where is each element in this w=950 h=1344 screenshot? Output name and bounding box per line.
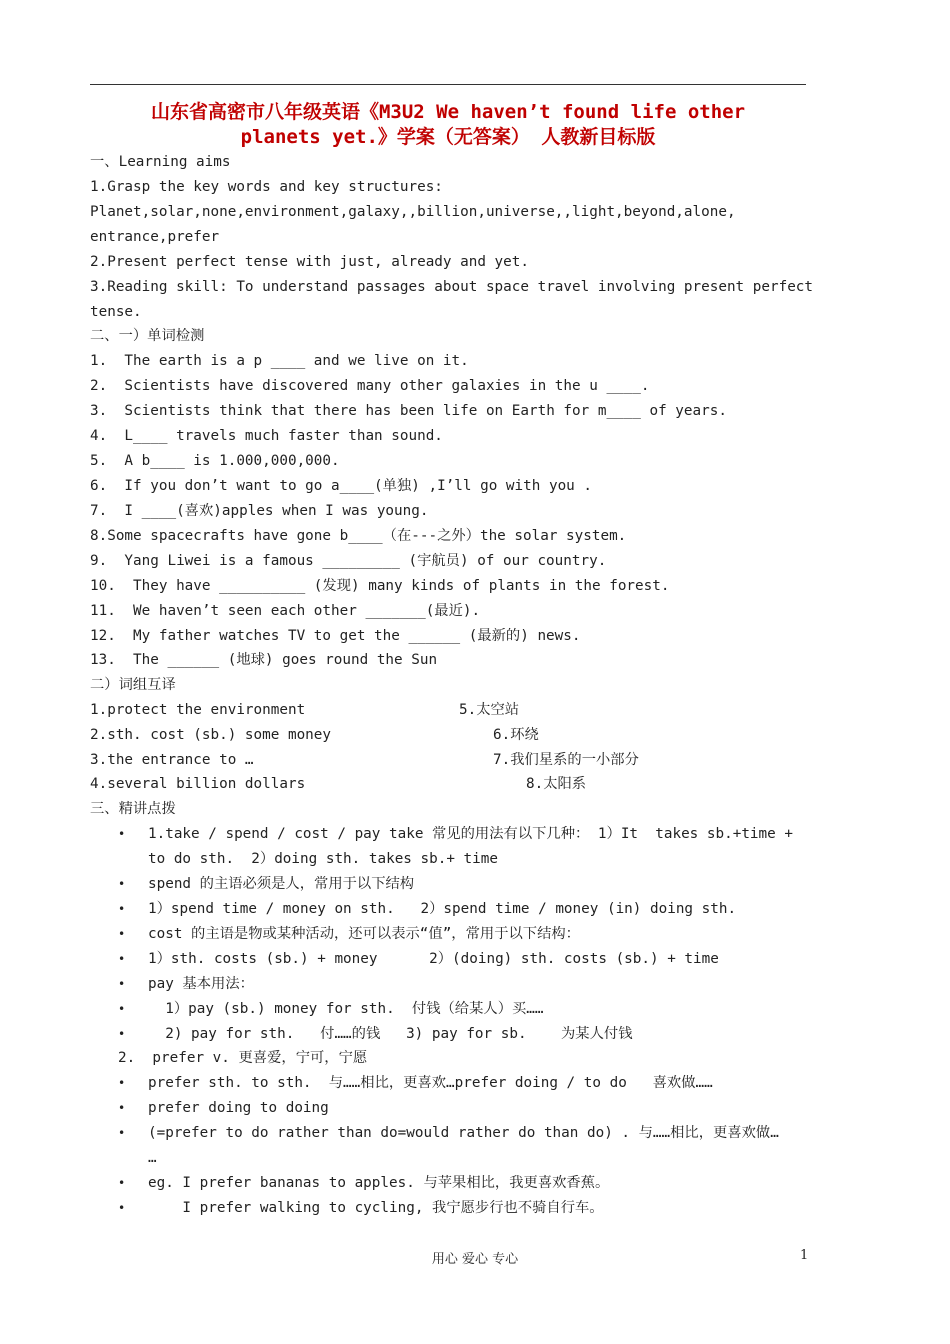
vocab-item: 10. They have __________ (发现) many kinds of plants in the forest. — [90, 578, 670, 594]
page-footer: 用心 爱心 专心 — [431, 1252, 519, 1267]
note-line: prefer sth. to sth. 与……相比，更喜欢…prefer doing / to do 喜欢做…… — [148, 1075, 713, 1091]
vocab-item: 3. Scientists think that there has been life on Earth for m____ of years. — [90, 403, 727, 419]
header-rule — [90, 84, 806, 85]
bullet-icon: • — [118, 902, 126, 916]
bullet-icon: • — [118, 1101, 126, 1115]
section-heading-notes: 三、精讲点拨 — [90, 801, 176, 817]
bullet-icon: • — [118, 827, 126, 841]
aims-item-2: 2.Present perfect tense with just, already and yet. — [90, 254, 529, 270]
bullet-icon: • — [118, 1027, 126, 1041]
note-line: cost 的主语是物或某种活动，还可以表示“值”，常用于以下结构： — [148, 926, 580, 942]
bullet-icon: • — [118, 1176, 126, 1190]
note-line: I prefer walking to cycling, 我宁愿步行也不骑自行车。 — [148, 1200, 604, 1216]
phrase-right: 5.太空站 — [459, 702, 520, 718]
vocab-item: 2. Scientists have discovered many other galaxies in the u ____. — [90, 378, 650, 394]
vocab-item: 13. The ______ (地球) goes round the Sun — [90, 652, 438, 668]
aims-words-line-2: entrance,prefer — [90, 229, 220, 245]
note-line: 1）pay (sb.) money for sth. 付钱（给某人）买…… — [148, 1001, 544, 1017]
phrase-right: 7.我们星系的一小部分 — [493, 752, 639, 768]
note-line: 1）sth. costs (sb.) + money 2）(doing) sth. costs (sb.) + time — [148, 951, 719, 967]
bullet-icon: • — [118, 1076, 126, 1090]
document-title-line-2: planets yet.》学案（无答案） 人教新目标版 — [240, 126, 656, 148]
section-heading-aims: 一、Learning aims — [90, 154, 231, 170]
bullet-icon: • — [118, 877, 126, 891]
vocab-item: 1. The earth is a p ____ and we live on it. — [90, 353, 469, 369]
note-line: prefer doing to doing — [148, 1100, 329, 1116]
bullet-icon: • — [118, 1201, 126, 1215]
vocab-item: 8.Some spacecrafts have gone b____（在---之外）the solar system. — [90, 528, 627, 544]
note-line: 1.take / spend / cost / pay take 常见的用法有以下几种： 1）It takes sb.+time + — [148, 826, 793, 842]
vocab-item: 4. L____ travels much faster than sound. — [90, 428, 443, 444]
document-title-line-1: 山东省高密市八年级英语《M3U2 We haven’t found life other — [150, 101, 746, 123]
note-line: pay 基本用法： — [148, 976, 254, 992]
note-heading-prefer: 2. prefer v. 更喜爱，宁可，宁愿 — [118, 1050, 368, 1066]
page-number: 1 — [800, 1248, 809, 1263]
vocab-item: 6. If you don’t want to go a____(单独) ,I’ll go with you . — [90, 478, 593, 494]
bullet-icon: • — [118, 927, 126, 941]
note-line: 1）spend time / money on sth. 2）spend time / money (in) doing sth. — [148, 901, 737, 917]
phrase-right: 6.环绕 — [493, 727, 539, 743]
phrase-left: 2.sth. cost (sb.) some money — [90, 727, 332, 743]
vocab-item: 12. My father watches TV to get the ______ (最新的) news. — [90, 628, 581, 644]
phrase-left: 3.the entrance to … — [90, 752, 254, 768]
section-heading-phrases: 二）词组互译 — [90, 677, 176, 693]
note-line: … — [148, 1150, 157, 1166]
aims-words-line-1: Planet,solar,none,environment,galaxy,,billion,universe,,light,beyond,alone, — [90, 204, 736, 220]
section-heading-vocab: 二、一）单词检测 — [90, 328, 205, 344]
aims-item-3: 3.Reading skill: To understand passages about space travel involving present perfect — [90, 279, 814, 295]
aims-item-1: 1.Grasp the key words and key structures: — [90, 179, 443, 195]
note-line: (=prefer to do rather than do=would rather do than do) . 与……相比，更喜欢做… — [148, 1125, 779, 1141]
bullet-icon: • — [118, 952, 126, 966]
bullet-icon: • — [118, 1002, 126, 1016]
bullet-icon: • — [118, 977, 126, 991]
note-line: eg. I prefer bananas to apples. 与苹果相比，我更喜欢香蕉。 — [148, 1175, 610, 1191]
phrase-right: 8.太阳系 — [526, 776, 587, 792]
note-line: to do sth. 2）doing sth. takes sb.+ time — [148, 851, 498, 867]
aims-item-3-cont: tense. — [90, 304, 142, 320]
vocab-item: 11. We haven’t seen each other _______(最近). — [90, 603, 481, 619]
vocab-item: 7. I ____(喜欢)apples when I was young. — [90, 503, 429, 519]
vocab-item: 9. Yang Liwei is a famous _________ (宇航员) of our country. — [90, 553, 607, 569]
phrase-left: 1.protect the environment — [90, 702, 306, 718]
note-line: 2) pay for sth. 付……的钱 3) pay for sb. 为某人付钱 — [148, 1026, 633, 1042]
vocab-item: 5. A b____ is 1.000,000,000. — [90, 453, 340, 469]
note-line: spend 的主语必须是人，常用于以下结构 — [148, 876, 415, 892]
bullet-icon: • — [118, 1126, 126, 1140]
phrase-left: 4.several billion dollars — [90, 776, 306, 792]
